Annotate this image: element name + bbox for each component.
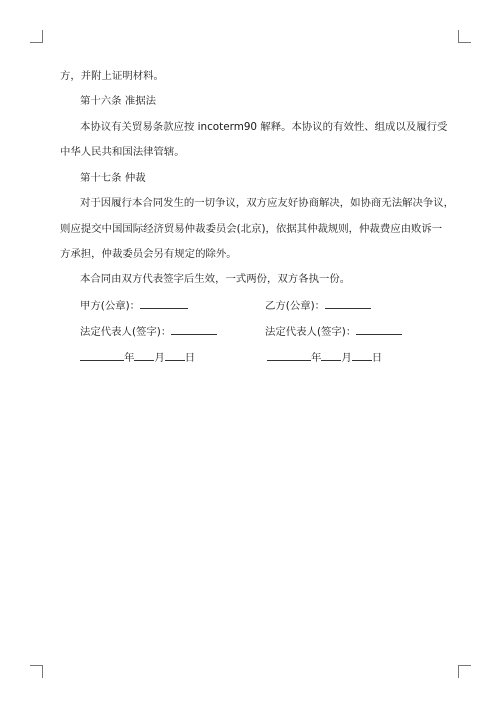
party-b-seal <box>265 298 371 313</box>
article-17-line-2: 则应提交中国国际经济贸易仲裁委员会(北京)，依据其仲裁规则，仲裁费应由败诉一 <box>60 223 443 235</box>
party-a-representative <box>60 324 217 339</box>
party-b-month-label: 月 <box>341 352 352 364</box>
party-a-day-label: 日 <box>184 352 196 364</box>
article-16-heading: 第十六条 准据法 <box>80 95 157 107</box>
party-b-day-blank[interactable] <box>352 350 372 361</box>
paragraph-continuation: 方，并附上证明材料。 <box>60 70 164 82</box>
article-17-line-3: 方承担，仲裁委员会另有规定的除外。 <box>60 248 237 260</box>
party-b-rep-blank[interactable] <box>356 324 402 335</box>
party-a-rep-blank[interactable] <box>171 324 217 335</box>
party-b-representative <box>265 324 402 339</box>
party-a-seal <box>60 298 188 313</box>
party-a-month-label: 月 <box>154 352 165 364</box>
party-a-month-blank[interactable] <box>134 350 154 361</box>
party-b-rep-label: 法定代表人(签字)： <box>265 326 357 338</box>
party-a-year-blank[interactable] <box>80 350 124 361</box>
party-b-year-blank[interactable] <box>267 350 311 361</box>
article-16-line-1: 本协议有关贸易条款应按 incoterm90 解释。本协议的有效性、组成以及履行受 <box>80 121 448 133</box>
effective-clause: 本合同由双方代表签字后生效，一式两份，双方各执一份。 <box>80 273 351 285</box>
party-a-seal-blank[interactable] <box>140 298 188 309</box>
party-b-seal-label: 乙方(公章)： <box>265 300 326 312</box>
party-a-date <box>60 350 195 365</box>
party-a-seal-label: 甲方(公章)： <box>80 300 141 312</box>
party-b-month-blank[interactable] <box>321 350 341 361</box>
article-16-line-2: 中华人民共和国法律管辖。 <box>60 146 185 158</box>
party-b-seal-blank[interactable] <box>325 298 371 309</box>
crop-mark-top-left <box>30 30 43 43</box>
article-17-heading: 第十七条 仲裁 <box>80 172 146 184</box>
party-a-day-blank[interactable] <box>165 350 185 361</box>
article-17-line-1: 对于因履行本合同发生的一切争议，双方应友好协商解决，如协商无法解决争议， <box>80 197 455 209</box>
party-b-date <box>267 350 382 365</box>
crop-mark-top-right <box>458 30 471 43</box>
party-a-year-label: 年 <box>124 352 135 364</box>
party-b-day-label: 日 <box>371 352 383 364</box>
crop-mark-bottom-left <box>30 665 43 678</box>
crop-mark-bottom-right <box>458 665 471 678</box>
party-a-rep-label: 法定代表人(签字)： <box>80 326 172 338</box>
party-b-year-label: 年 <box>311 352 322 364</box>
